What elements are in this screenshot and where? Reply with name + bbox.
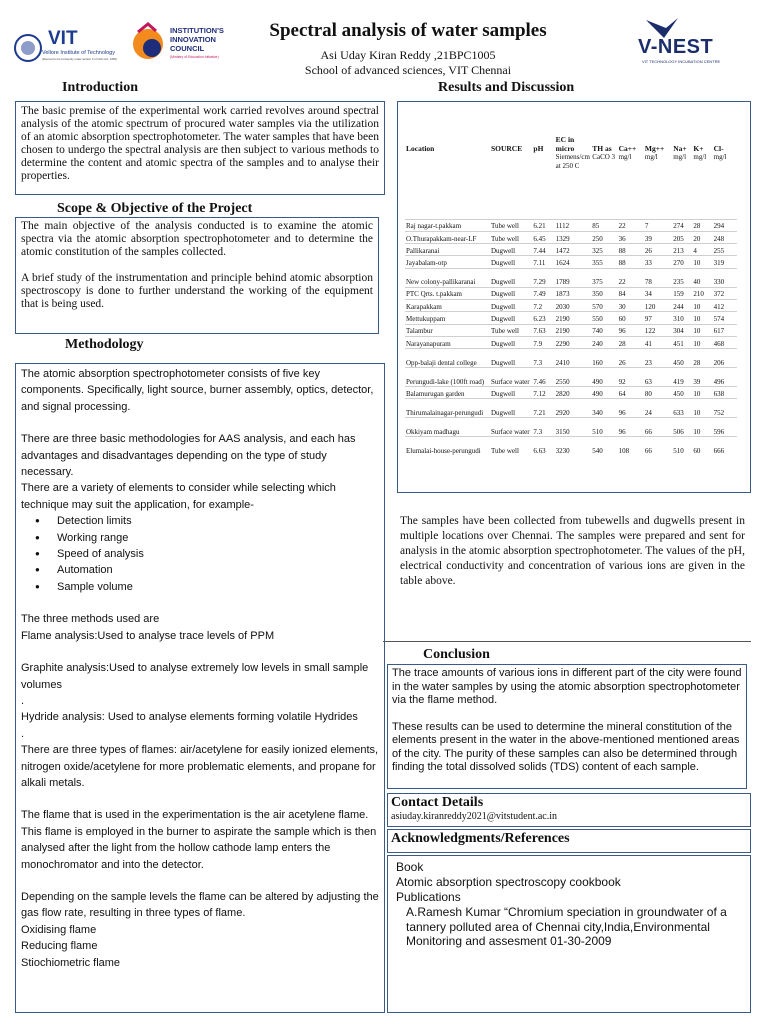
table-row [405,418,737,437]
table-cell: 270 [672,256,692,268]
table-cell: 540 [591,437,617,456]
table-row [405,324,737,336]
iic-line2: INNOVATION [170,35,216,44]
table-cell: 210 [692,287,712,299]
table-header: Mg++ [644,143,665,153]
table-cell: 617 [713,324,737,336]
table-cell: 7.2 [532,299,554,311]
table-cell: 159 [672,287,692,299]
reference-publication: A.Ramesh Kumar “Chromium speciation in groundwater of a tannery polluted area of Chennai city,India,Environmental Monitoring and assesment 01-30-2009 [406,905,727,948]
introduction-box [15,101,385,195]
table-cell: 7.11 [532,256,554,268]
table-cell: 310 [672,312,692,324]
contact-box [387,793,751,827]
table-cell: 7.63 [532,324,554,336]
table-cell: PTC Qrts. t.pakkam [405,287,490,299]
table-cell: 355 [591,256,617,268]
vnest-logo-sub: VIT TECHNOLOGY INCUBATION CENTRE [642,59,721,64]
table-cell: 240 [591,336,617,348]
methods-intro: The three methods used are [21,613,160,626]
table-row [405,256,737,268]
table-cell: Narayanapuram [405,336,490,348]
table-cell: 570 [591,299,617,311]
contact-heading: Contact Details [391,795,484,810]
table-cell: 96 [618,399,644,418]
results-table-wrap [405,123,737,483]
table-cell: 7.49 [532,287,554,299]
discussion-box [400,514,745,589]
table-cell: 450 [672,387,692,399]
table-cell: 235 [672,268,692,287]
table-cell: 60 [692,437,712,456]
table-cell: 26 [644,244,672,256]
table-cell: 490 [591,368,617,387]
table-cell: 375 [591,268,617,287]
table-cell: 30 [618,299,644,311]
table-cell: 96 [618,418,644,437]
introduction-heading: Introduction [62,80,138,95]
author-line: Asi Uday Kiran Reddy ,21BPC1005 [320,48,496,62]
table-cell: 84 [618,287,644,299]
table-cell: 88 [618,244,644,256]
table-unit: mg/l [693,153,707,161]
conclusion-box [387,664,747,789]
iic-line4: (Ministry of Education Initiative) [170,55,219,59]
table-unit: Siemens/cm at 250 C [555,153,590,170]
table-cell: 6.23 [532,312,554,324]
iic-logo [130,22,240,68]
table-cell: Thirumalainagar-perungudi [405,399,490,418]
list-item: ● Working range [35,530,379,546]
table-cell: 340 [591,399,617,418]
table-cell: 450 [672,349,692,368]
reference-book: Atomic absorption spectroscopy cookbook [396,875,621,889]
table-cell: 96 [618,324,644,336]
table-cell: Raj nagar-t.pakkam [405,219,490,231]
vnest-logo [636,16,748,68]
table-cell: 6.45 [532,231,554,243]
table-cell: 2030 [555,299,592,311]
table-cell: 419 [672,368,692,387]
table-cell: Pallikaranai [405,244,490,256]
flame-adjust: Depending on the sample levels the flame can be altered by adjusting the gas flow rate, resulting in three types of flame. [21,890,379,920]
table-cell: Dugwell [490,399,532,418]
table-unit: mg/l [673,153,687,161]
table-header: EC in micro [555,135,575,153]
table-cell: 6.21 [532,219,554,231]
scope-heading: Scope & Objective of the Project [57,201,253,216]
table-cell: 1624 [555,256,592,268]
flame-kind: Reducing flame [21,940,98,953]
hydride-analysis: Hydride analysis: Used to analyse elements forming volatile Hydrides [21,711,358,724]
table-header: Na+ [673,143,687,153]
table-cell: Dugwell [490,387,532,399]
table-row [405,368,737,387]
table-cell: 66 [644,437,672,456]
flame-used: The flame that is used in the experimentation is the air acetylene flame. This flame is employed in the burner to aspirate the sample which is then analysed after the light from the hollow cathode lamp enters the monochromator and into the detector. [21,809,377,871]
table-cell: 372 [713,287,737,299]
table-cell: 7.12 [532,387,554,399]
table-cell: 206 [713,349,737,368]
conclusion-paragraph-1: The trace amounts of various ions in different part of the city were found in the water samples by using the atomic absorption spectrophotometer via the flame method. [392,667,742,706]
table-cell: 596 [713,418,737,437]
table-cell: 28 [692,219,712,231]
table-cell: 20 [692,231,712,243]
table-cell: Tube well [490,219,532,231]
table-cell: 10 [692,324,712,336]
table-unit [405,153,490,219]
table-cell: 255 [713,244,737,256]
table-cell: 60 [618,312,644,324]
table-cell: 10 [692,387,712,399]
table-cell: 66 [644,418,672,437]
vit-logo-text: VIT [48,28,78,49]
table-cell: 3150 [555,418,592,437]
table-unit: mg/l [713,153,727,161]
table-cell: 7.3 [532,418,554,437]
poster-title: Spectral analysis of water samples [269,20,547,41]
iic-line3: COUNCIL [170,44,205,53]
table-cell: 7.9 [532,336,554,348]
table-cell: 41 [644,336,672,348]
table-cell: Dugwell [490,349,532,368]
vit-logo-sub: Vellore Institute of Technology [42,50,115,56]
table-row [405,399,737,418]
table-cell: Dugwell [490,336,532,348]
table-cell: 120 [644,299,672,311]
table-cell: Opp-balaji dental college [405,349,490,368]
table-cell: Dugwell [490,287,532,299]
table-row [405,287,737,299]
table-header: Location [406,143,435,153]
table-header: Cl- [713,143,724,153]
table-header: pH [533,143,544,153]
table-cell: 3230 [555,437,592,456]
acknowledgments-header-box [387,829,751,853]
table-cell: 412 [713,299,737,311]
table-cell: 666 [713,437,737,456]
table-cell: Dugwell [490,256,532,268]
table-cell: 550 [591,312,617,324]
table-cell: Karapakkam [405,299,490,311]
table-cell: 7.44 [532,244,554,256]
table-cell: 2920 [555,399,592,418]
table-cell: 319 [713,256,737,268]
vit-logo [12,28,122,70]
table-cell: 740 [591,324,617,336]
discussion-text: The samples have been collected from tubewells and dugwells present in multiple locations over Chennai. The samples were prepared and sent for analysis in the atomic absorption spectrophotometer. The values of the pH, electrical conductivity and concentration of various ions are given in the table above. [400,515,745,587]
scope-paragraph-2: A brief study of the instrumentation and principle behind atomic absorption spectroscopy is done to further understand the working of the equipment that is being used. [21,272,373,310]
table-cell: 506 [672,418,692,437]
table-cell: 468 [713,336,737,348]
table-cell: 1329 [555,231,592,243]
table-cell: Balamurugan garden [405,387,490,399]
table-row [405,336,737,348]
table-row [405,299,737,311]
table-header-row [405,123,737,153]
scope-box [15,217,379,334]
conclusion-paragraph-2: These results can be used to determine the mineral constitution of the elements present in the water in the above-mentioned mentioned areas of the city. The purity of these samples can also be determined through finding the total dissolved solids (TDS) content of each sample. [392,720,740,773]
table-cell: 2820 [555,387,592,399]
table-unit [490,153,532,219]
results-heading: Results and Discussion [438,80,575,95]
table-cell: 250 [591,231,617,243]
table-cell: Tube well [490,437,532,456]
table-cell: 7.29 [532,268,554,287]
reference-publications-label: Publications [396,890,461,904]
table-row [405,312,737,324]
table-cell: 574 [713,312,737,324]
dot-separator: . [21,694,25,707]
table-unit [532,153,554,219]
conclusion-heading: Conclusion [423,647,490,662]
table-header: Ca++ [618,143,637,153]
table-cell: 85 [591,219,617,231]
table-cell: 78 [644,268,672,287]
table-cell: 451 [672,336,692,348]
table-cell: 10 [692,299,712,311]
table-cell: Tube well [490,324,532,336]
table-cell: 7.46 [532,368,554,387]
table-cell: 36 [618,231,644,243]
table-cell: 490 [591,387,617,399]
table-cell: 22 [618,219,644,231]
reference-book-label: Book [396,860,424,874]
table-row [405,268,737,287]
table-cell: New colony-pallikaranai [405,268,490,287]
table-cell: 294 [713,219,737,231]
contact-email: asiuday.kiranreddy2021@vitstudent.ac.in [391,811,558,822]
school-line: School of advanced sciences, VIT Chennai [304,63,512,77]
list-item: ● Sample volume [35,579,379,595]
table-cell: 122 [644,324,672,336]
table-cell: 213 [672,244,692,256]
table-cell: Surface water [490,418,532,437]
table-cell: Tube well [490,231,532,243]
table-cell: 350 [591,287,617,299]
table-cell: Dugwell [490,268,532,287]
table-cell: 64 [618,387,644,399]
table-cell: 10 [692,418,712,437]
table-cell: 40 [692,268,712,287]
scope-paragraph-1: The main objective of the analysis conducted is to examine the atomic spectra via the atomic absorption spectrophotometer and to determine the atomic constitution of the samples collected. [21,220,373,258]
methodology-paragraph-3: There are a variety of elements to consider while selecting which technique may suit the application, for example- [21,482,336,511]
table-cell: 1472 [555,244,592,256]
table-cell: 330 [713,268,737,287]
table-row [405,231,737,243]
table-cell: 1789 [555,268,592,287]
table-cell: 510 [591,418,617,437]
methodology-paragraph-1: The atomic absorption spectrophotometer consists of five key components. Specifically, light source, burner assembly, optics, detector, and signal processing. [21,368,374,413]
table-header: K+ [693,143,704,153]
table-cell: 2190 [555,324,592,336]
table-units-row [405,153,737,219]
table-cell: Dugwell [490,244,532,256]
table-cell: 26 [618,349,644,368]
iic-line1: INSTITUTION'S [170,26,224,35]
table-cell: 1112 [555,219,592,231]
table-cell: 22 [618,268,644,287]
table-cell: 24 [644,399,672,418]
table-cell: Jayabalam-otp [405,256,490,268]
table-cell: 2290 [555,336,592,348]
table-cell: Dugwell [490,299,532,311]
table-cell: 80 [644,387,672,399]
flame-kind: Oxidising flame [21,923,97,936]
dot-separator: . [21,727,25,740]
table-cell: 7.3 [532,349,554,368]
vnest-logo-text: V-NEST [638,36,714,58]
table-cell: Talambur [405,324,490,336]
table-cell: 244 [672,299,692,311]
table-cell: 97 [644,312,672,324]
table-cell: 28 [618,336,644,348]
table-cell: 496 [713,368,737,387]
table-cell: Okkiyam madhagu [405,418,490,437]
methodology-box [15,363,385,1013]
table-cell: 633 [672,399,692,418]
table-unit: mg/l [618,153,632,161]
references-box [387,855,751,1013]
table-cell: 248 [713,231,737,243]
table-row [405,244,737,256]
table-cell: 23 [644,349,672,368]
flame-analysis: Flame analysis:Used to analyse trace levels of PPM [21,629,275,642]
methodology-paragraph-2: There are three basic methodologies for AAS analysis, and each has advantages and disadvantages depending on the type of study necessary. [21,433,356,479]
section-divider [383,641,751,642]
table-cell: 7 [644,219,672,231]
table-cell: 28 [692,349,712,368]
table-cell: 88 [618,256,644,268]
introduction-text: The basic premise of the experimental work carried revolves around spectral analysis of the atomic spectrum of procured water samples via the utilization of an atomic absorption spectrophotometer. The water samples that have been chosen to undergo the spectral analysis are then subject to various methods to determine the content and atomic spectra of the samples and to analyse their properties. [21,105,379,182]
table-cell: 34 [644,287,672,299]
table-cell: 4 [692,244,712,256]
table-cell: 108 [618,437,644,456]
table-cell: 752 [713,399,737,418]
table-cell: 274 [672,219,692,231]
table-row [405,219,737,231]
table-cell: 6.63 [532,437,554,456]
table-cell: 63 [644,368,672,387]
table-cell: 10 [692,256,712,268]
table-unit: CaCO 3 [592,153,616,161]
table-row [405,437,737,456]
graphite-analysis: Graphite analysis:Used to analyse extremely low levels in small sample volumes [21,662,369,691]
table-cell: 33 [644,256,672,268]
table-cell: 2410 [555,349,592,368]
vit-logo-sub2: (Deemed to be University under section 3 of UGC Act, 1956) [42,57,117,61]
table-header: SOURCE [490,143,523,153]
table-cell: 510 [672,437,692,456]
methodology-heading: Methodology [65,337,144,352]
acknowledgments-heading: Acknowledgments/References [391,831,570,846]
flame-types: There are three types of flames: air/acetylene for easily ionized elements, nitrogen oxide/acetylene for more problematic elements, and propane for alkali metals. [21,744,379,789]
table-cell: 39 [692,368,712,387]
table-cell: Surface water [490,368,532,387]
table-cell: O.Thurapakkam-near-LF [405,231,490,243]
table-cell: 325 [591,244,617,256]
table-cell: 7.21 [532,399,554,418]
results-table [405,123,737,456]
list-item: ● Automation [35,562,379,578]
table-cell: Perungudi-lake (100ft road) [405,368,490,387]
table-cell: 638 [713,387,737,399]
list-item: ● Speed of analysis [35,546,379,562]
table-cell: 10 [692,336,712,348]
table-row [405,387,737,399]
table-cell: 2190 [555,312,592,324]
table-cell: 10 [692,399,712,418]
table-cell: Mettukuppam [405,312,490,324]
table-cell: 160 [591,349,617,368]
list-item: ● Detection limits [35,513,379,529]
table-cell: 2550 [555,368,592,387]
table-row [405,349,737,368]
flame-kind: Stiochiometric flame [21,956,121,969]
table-cell: 39 [644,231,672,243]
table-cell: Dugwell [490,312,532,324]
table-cell: 205 [672,231,692,243]
table-header: TH as [592,143,612,153]
table-cell: 1873 [555,287,592,299]
criteria-list [35,513,379,595]
table-cell: Elumalai-house-perungudi [405,437,490,456]
table-cell: 304 [672,324,692,336]
table-unit: mg/l [644,153,658,161]
table-cell: 92 [618,368,644,387]
table-cell: 10 [692,312,712,324]
